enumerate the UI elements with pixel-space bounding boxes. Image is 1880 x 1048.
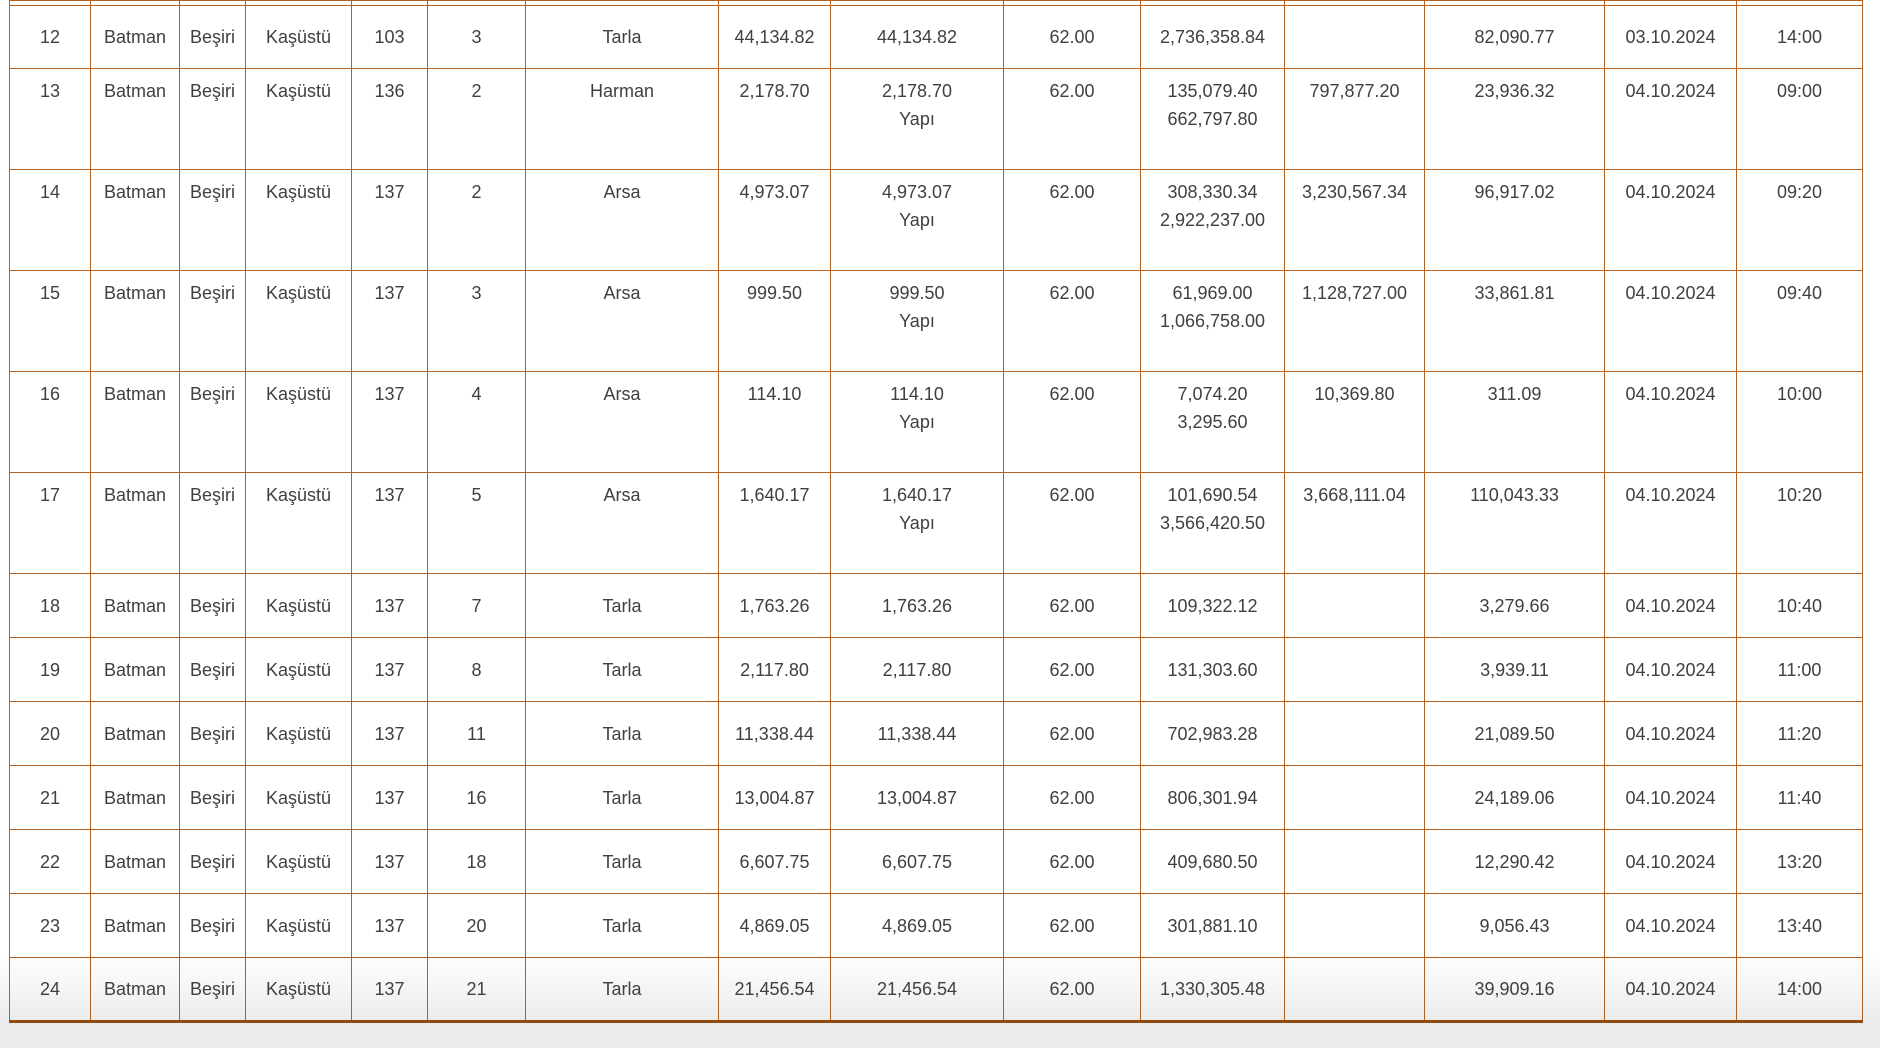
cell-yuzolcumu: 2,178.70	[719, 69, 831, 170]
cell-saat: 10:20	[1737, 473, 1863, 574]
cell-nitelik: Tarla	[526, 702, 719, 766]
cell-teminat: 33,861.81	[1425, 271, 1605, 372]
cell-line: 2,736,358.84	[1159, 27, 1266, 47]
cell-no: 16	[10, 372, 91, 473]
cell-yuzolcumu-yapi	[831, 766, 1004, 830]
cell-line: 7,074.20	[1177, 384, 1248, 404]
cell-ilce: Beşiri	[180, 702, 246, 766]
cell-teminat: 12,290.42	[1425, 830, 1605, 894]
cell-birim-fiyat: 62.00	[1004, 372, 1141, 473]
cell-ilce: Beşiri	[180, 271, 246, 372]
cell-ada: 137	[352, 766, 428, 830]
cell-tarih: 04.10.2024	[1605, 574, 1737, 638]
cell-yuzolcumu-yapi	[831, 473, 1004, 574]
cell-no: 19	[10, 638, 91, 702]
cell-toplam-bedel	[1285, 638, 1425, 702]
cell-nitelik: Tarla	[526, 638, 719, 702]
cell-line: 1,763.26	[881, 595, 953, 616]
cell-line: 2,117.80	[882, 659, 952, 680]
cell-teminat: 82,090.77	[1425, 6, 1605, 69]
cell-yuzolcumu: 1,640.17	[719, 473, 831, 574]
cell-birim-fiyat: 62.00	[1004, 766, 1141, 830]
cell-line: 61,969.00	[1172, 283, 1253, 303]
cell-birim-fiyat: 62.00	[1004, 958, 1141, 1022]
cell-ilce: Beşiri	[180, 6, 246, 69]
cell-line: 1,640.17	[881, 485, 953, 505]
cell-yuzolcumu-yapi	[831, 170, 1004, 271]
cell-line: 301,881.10	[1167, 915, 1258, 936]
cell-birim-fiyat: 62.00	[1004, 638, 1141, 702]
cell-toplam-bedel: 3,668,111.04	[1285, 473, 1425, 574]
cell-yuzolcumu: 1,763.26	[719, 574, 831, 638]
cell-line: 3,295.60	[1177, 412, 1248, 432]
cell-teminat: 39,909.16	[1425, 958, 1605, 1022]
cell-tarih: 04.10.2024	[1605, 372, 1737, 473]
cell-no: 17	[10, 473, 91, 574]
cell-line: 409,680.50	[1167, 851, 1258, 872]
cell-teminat: 96,917.02	[1425, 170, 1605, 271]
cell-no: 24	[10, 958, 91, 1022]
cell-yuzolcumu-yapi	[831, 271, 1004, 372]
cell-saat: 13:20	[1737, 830, 1863, 894]
cell-line: 6,607.75	[881, 851, 953, 872]
cell-tarih: 04.10.2024	[1605, 69, 1737, 170]
cell-il: Batman	[91, 702, 180, 766]
cell-teminat: 110,043.33	[1425, 473, 1605, 574]
cell-parsel: 8	[428, 638, 526, 702]
cell-toplam-bedel: 10,369.80	[1285, 372, 1425, 473]
cell-saat: 09:40	[1737, 271, 1863, 372]
cell-tarih: 04.10.2024	[1605, 170, 1737, 271]
cell-toplam-bedel: 797,877.20	[1285, 69, 1425, 170]
cell-saat: 10:40	[1737, 574, 1863, 638]
cell-mahalle: Kaşüstü	[246, 702, 352, 766]
cell-yuzolcumu: 44,134.82	[719, 6, 831, 69]
cell-ada: 137	[352, 372, 428, 473]
cell-no: 15	[10, 271, 91, 372]
cell-mahalle: Kaşüstü	[246, 830, 352, 894]
cell-yuzolcumu-yapi	[831, 6, 1004, 69]
cell-tarih: 04.10.2024	[1605, 702, 1737, 766]
cell-yuzolcumu: 21,456.54	[719, 958, 831, 1022]
cell-tarih: 04.10.2024	[1605, 271, 1737, 372]
cell-line: Yapı	[899, 311, 935, 331]
cell-ada: 137	[352, 702, 428, 766]
cell-parsel: 2	[428, 69, 526, 170]
cell-parsel: 7	[428, 574, 526, 638]
cell-yuzolcumu: 999.50	[719, 271, 831, 372]
cell-yuzolcumu: 114.10	[719, 372, 831, 473]
cell-nitelik: Arsa	[526, 372, 719, 473]
cell-mahalle: Kaşüstü	[246, 894, 352, 958]
cell-parsel: 20	[428, 894, 526, 958]
cell-tarih: 04.10.2024	[1605, 766, 1737, 830]
cell-birim-fiyat: 62.00	[1004, 574, 1141, 638]
cell-line: 1,066,758.00	[1159, 311, 1266, 331]
cell-parsel: 5	[428, 473, 526, 574]
table-row	[10, 766, 1863, 830]
cell-line: 11,338.44	[877, 723, 957, 744]
cell-no: 18	[10, 574, 91, 638]
cell-parsel: 2	[428, 170, 526, 271]
cell-saat: 10:00	[1737, 372, 1863, 473]
cell-ilce: Beşiri	[180, 69, 246, 170]
cell-toplam-bedel	[1285, 702, 1425, 766]
cell-parsel: 18	[428, 830, 526, 894]
cell-yuzolcumu-yapi	[831, 574, 1004, 638]
cell-tarih: 04.10.2024	[1605, 958, 1737, 1022]
auction-table-body	[10, 1, 1863, 1022]
cell-teminat: 3,279.66	[1425, 574, 1605, 638]
cell-ilce: Beşiri	[180, 894, 246, 958]
cell-il: Batman	[91, 574, 180, 638]
cell-line: 4,973.07	[881, 182, 953, 202]
cell-il: Batman	[91, 271, 180, 372]
cell-ada: 137	[352, 473, 428, 574]
cell-mahalle: Kaşüstü	[246, 766, 352, 830]
cell-il: Batman	[91, 638, 180, 702]
cell-ada: 137	[352, 958, 428, 1022]
table-row	[10, 958, 1863, 1022]
cell-line: 662,797.80	[1167, 109, 1258, 129]
cell-ilce: Beşiri	[180, 958, 246, 1022]
cell-birim-fiyat: 62.00	[1004, 702, 1141, 766]
cell-nitelik: Tarla	[526, 894, 719, 958]
cell-tarih: 03.10.2024	[1605, 6, 1737, 69]
cell-line: 308,330.34	[1167, 182, 1258, 202]
cell-il: Batman	[91, 170, 180, 271]
cell-mahalle: Kaşüstü	[246, 170, 352, 271]
cell-line: Yapı	[899, 210, 935, 230]
cell-no: 21	[10, 766, 91, 830]
table-row	[10, 638, 1863, 702]
cell-ada: 137	[352, 574, 428, 638]
table-row	[10, 6, 1863, 69]
cell-ada: 136	[352, 69, 428, 170]
cell-line: 3,566,420.50	[1159, 513, 1266, 533]
cell-teminat: 3,939.11	[1425, 638, 1605, 702]
cell-no: 12	[10, 6, 91, 69]
cell-line: 135,079.40	[1167, 81, 1258, 101]
cell-ilce: Beşiri	[180, 830, 246, 894]
cell-ada: 137	[352, 894, 428, 958]
cell-mahalle: Kaşüstü	[246, 958, 352, 1022]
cell-line: 2,178.70	[881, 81, 953, 101]
cell-yuzolcumu: 13,004.87	[719, 766, 831, 830]
cell-parsel: 4	[428, 372, 526, 473]
cell-birim-fiyat: 62.00	[1004, 69, 1141, 170]
table-row	[10, 574, 1863, 638]
cell-birim-fiyat: 62.00	[1004, 271, 1141, 372]
cell-line: Yapı	[899, 412, 935, 432]
cell-line: 13,004.87	[876, 787, 958, 808]
cell-teminat: 23,936.32	[1425, 69, 1605, 170]
cell-muhammen-bedel	[1141, 638, 1285, 702]
cell-tarih: 04.10.2024	[1605, 638, 1737, 702]
cell-parsel: 21	[428, 958, 526, 1022]
cell-il: Batman	[91, 766, 180, 830]
cell-tarih: 04.10.2024	[1605, 473, 1737, 574]
cell-mahalle: Kaşüstü	[246, 473, 352, 574]
cell-birim-fiyat: 62.00	[1004, 170, 1141, 271]
cell-line: 101,690.54	[1167, 485, 1258, 505]
cell-ilce: Beşiri	[180, 473, 246, 574]
cell-muhammen-bedel	[1141, 271, 1285, 372]
cell-nitelik: Tarla	[526, 574, 719, 638]
cell-saat: 14:00	[1737, 958, 1863, 1022]
cell-ada: 137	[352, 638, 428, 702]
cell-yuzolcumu-yapi	[831, 958, 1004, 1022]
cell-parsel: 11	[428, 702, 526, 766]
cell-nitelik: Tarla	[526, 830, 719, 894]
cell-ilce: Beşiri	[180, 170, 246, 271]
cell-il: Batman	[91, 894, 180, 958]
cell-yuzolcumu-yapi	[831, 894, 1004, 958]
cell-muhammen-bedel	[1141, 69, 1285, 170]
table-row	[10, 69, 1863, 170]
cell-line: 1,330,305.48	[1159, 979, 1266, 999]
cell-nitelik: Tarla	[526, 958, 719, 1022]
cell-mahalle: Kaşüstü	[246, 6, 352, 69]
cell-teminat: 21,089.50	[1425, 702, 1605, 766]
table-row	[10, 894, 1863, 958]
cell-mahalle: Kaşüstü	[246, 372, 352, 473]
cell-toplam-bedel	[1285, 958, 1425, 1022]
cell-mahalle: Kaşüstü	[246, 638, 352, 702]
cell-birim-fiyat: 62.00	[1004, 894, 1141, 958]
cell-muhammen-bedel	[1141, 574, 1285, 638]
table-row	[10, 702, 1863, 766]
cell-muhammen-bedel	[1141, 702, 1285, 766]
cell-no: 13	[10, 69, 91, 170]
cell-ilce: Beşiri	[180, 372, 246, 473]
cell-yuzolcumu-yapi	[831, 69, 1004, 170]
cell-line: 44,134.82	[876, 27, 958, 47]
cell-saat: 09:00	[1737, 69, 1863, 170]
cell-toplam-bedel	[1285, 830, 1425, 894]
cell-parsel: 3	[428, 6, 526, 69]
cell-saat: 09:20	[1737, 170, 1863, 271]
cell-toplam-bedel: 3,230,567.34	[1285, 170, 1425, 271]
auction-results-table	[9, 0, 1863, 1023]
cell-nitelik: Arsa	[526, 271, 719, 372]
cell-ada: 137	[352, 271, 428, 372]
cell-ada: 103	[352, 6, 428, 69]
cell-muhammen-bedel	[1141, 958, 1285, 1022]
cell-ada: 137	[352, 830, 428, 894]
cell-ilce: Beşiri	[180, 638, 246, 702]
cell-nitelik: Tarla	[526, 766, 719, 830]
cell-line: 21,456.54	[876, 979, 958, 999]
cell-muhammen-bedel	[1141, 766, 1285, 830]
cell-muhammen-bedel	[1141, 170, 1285, 271]
cell-parsel: 3	[428, 271, 526, 372]
cell-line: 109,322.12	[1167, 595, 1258, 616]
table-row	[10, 271, 1863, 372]
cell-line: 131,303.60	[1167, 659, 1258, 680]
cell-line: Yapı	[899, 513, 935, 533]
cell-tarih: 04.10.2024	[1605, 830, 1737, 894]
cell-il: Batman	[91, 372, 180, 473]
cell-nitelik: Arsa	[526, 170, 719, 271]
cell-yuzolcumu: 4,869.05	[719, 894, 831, 958]
cell-il: Batman	[91, 958, 180, 1022]
cell-ilce: Beşiri	[180, 766, 246, 830]
cell-teminat: 311.09	[1425, 372, 1605, 473]
cell-muhammen-bedel	[1141, 894, 1285, 958]
cell-no: 14	[10, 170, 91, 271]
cell-il: Batman	[91, 69, 180, 170]
cell-birim-fiyat: 62.00	[1004, 6, 1141, 69]
cell-yuzolcumu: 11,338.44	[719, 702, 831, 766]
cell-il: Batman	[91, 473, 180, 574]
cell-ada: 137	[352, 170, 428, 271]
cell-yuzolcumu-yapi	[831, 638, 1004, 702]
cell-teminat: 9,056.43	[1425, 894, 1605, 958]
cell-mahalle: Kaşüstü	[246, 574, 352, 638]
cell-mahalle: Kaşüstü	[246, 271, 352, 372]
cell-toplam-bedel: 1,128,727.00	[1285, 271, 1425, 372]
cell-toplam-bedel	[1285, 766, 1425, 830]
cell-mahalle: Kaşüstü	[246, 69, 352, 170]
cell-line: 2,922,237.00	[1159, 210, 1266, 230]
cell-teminat: 24,189.06	[1425, 766, 1605, 830]
cell-nitelik: Arsa	[526, 473, 719, 574]
cell-toplam-bedel	[1285, 574, 1425, 638]
cell-parsel: 16	[428, 766, 526, 830]
cell-muhammen-bedel	[1141, 830, 1285, 894]
cell-line: 806,301.94	[1167, 787, 1258, 808]
cell-line: 114.10	[890, 384, 944, 404]
cell-line: 702,983.28	[1167, 723, 1258, 744]
cell-yuzolcumu-yapi	[831, 830, 1004, 894]
cell-yuzolcumu: 2,117.80	[719, 638, 831, 702]
cell-line: 999.50	[889, 283, 945, 303]
cell-yuzolcumu-yapi	[831, 372, 1004, 473]
table-row	[10, 830, 1863, 894]
cell-muhammen-bedel	[1141, 372, 1285, 473]
table-row	[10, 372, 1863, 473]
cell-muhammen-bedel	[1141, 6, 1285, 69]
table-row	[10, 170, 1863, 271]
cell-il: Batman	[91, 6, 180, 69]
cell-saat: 11:00	[1737, 638, 1863, 702]
cell-birim-fiyat: 62.00	[1004, 473, 1141, 574]
cell-toplam-bedel	[1285, 894, 1425, 958]
cell-nitelik: Tarla	[526, 6, 719, 69]
cell-saat: 11:20	[1737, 702, 1863, 766]
cell-toplam-bedel	[1285, 6, 1425, 69]
cell-il: Batman	[91, 830, 180, 894]
cell-yuzolcumu-yapi	[831, 702, 1004, 766]
cell-no: 20	[10, 702, 91, 766]
cell-saat: 13:40	[1737, 894, 1863, 958]
cell-yuzolcumu: 6,607.75	[719, 830, 831, 894]
cell-yuzolcumu: 4,973.07	[719, 170, 831, 271]
cell-line: 4,869.05	[881, 915, 953, 936]
cell-muhammen-bedel	[1141, 473, 1285, 574]
cell-no: 23	[10, 894, 91, 958]
cell-line: Yapı	[899, 109, 935, 129]
cell-saat: 11:40	[1737, 766, 1863, 830]
cell-ilce: Beşiri	[180, 574, 246, 638]
table-row	[10, 473, 1863, 574]
cell-tarih: 04.10.2024	[1605, 894, 1737, 958]
cell-nitelik: Harman	[526, 69, 719, 170]
cell-no: 22	[10, 830, 91, 894]
cell-birim-fiyat: 62.00	[1004, 830, 1141, 894]
cell-saat: 14:00	[1737, 6, 1863, 69]
